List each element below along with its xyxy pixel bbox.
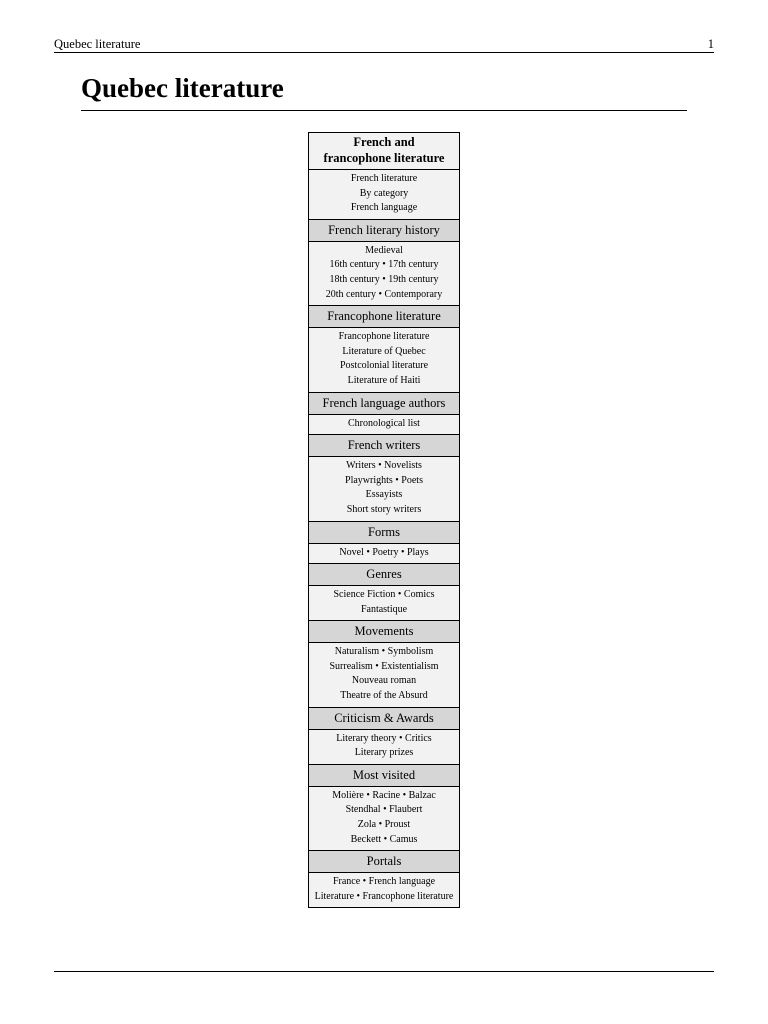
navbox-group-heading[interactable]: Genres bbox=[309, 563, 459, 586]
navbox-link[interactable]: Naturalism • Symbolism bbox=[334, 646, 434, 658]
navbox-link[interactable]: 20th century • Contemporary bbox=[325, 288, 443, 300]
navbox-link[interactable]: Essayists bbox=[365, 489, 403, 501]
navbox-link[interactable]: Fantastique bbox=[360, 603, 408, 615]
navbox-link[interactable]: Literary theory • Critics bbox=[336, 732, 432, 744]
navbox-link[interactable]: Medieval bbox=[365, 244, 403, 256]
navbox-link[interactable]: Stendhal • Flaubert bbox=[345, 804, 423, 816]
navbox-link[interactable]: Chronological list bbox=[348, 417, 420, 429]
navbox-group-list bbox=[309, 730, 459, 764]
navbox-group-heading[interactable]: French writers bbox=[309, 434, 459, 457]
navbox-group-heading[interactable]: Portals bbox=[309, 850, 459, 873]
navbox-link[interactable]: Francophone literature bbox=[338, 331, 430, 343]
navbox-group-list bbox=[309, 457, 459, 520]
navbox-group-heading[interactable]: French language authors bbox=[309, 392, 459, 415]
navbox-link[interactable]: French language bbox=[350, 202, 418, 214]
navbox-group-list bbox=[309, 544, 459, 564]
navbox-group-heading[interactable]: Francophone literature bbox=[309, 305, 459, 328]
navbox-title bbox=[309, 133, 459, 170]
navbox-link[interactable]: Novel • Poetry • Plays bbox=[339, 546, 429, 558]
navbox-link[interactable]: Nouveau roman bbox=[351, 675, 417, 687]
navbox-title-line: French and bbox=[353, 135, 415, 149]
navbox-group-list bbox=[309, 643, 459, 706]
navbox-link[interactable]: Playwrights • Poets bbox=[345, 474, 423, 486]
navbox-link[interactable]: Literature of Quebec bbox=[342, 345, 426, 357]
running-header bbox=[54, 34, 714, 53]
navbox-group-list bbox=[309, 787, 459, 850]
navbox-group-heading[interactable]: Most visited bbox=[309, 764, 459, 787]
navbox-group-heading[interactable]: French literary history bbox=[309, 219, 459, 242]
navbox-link[interactable]: Literature • Francophone literature bbox=[314, 890, 454, 902]
navbox-link[interactable]: 16th century • 17th century bbox=[329, 259, 439, 271]
navbox-link[interactable]: 18th century • 19th century bbox=[329, 273, 439, 285]
page-title: Quebec literature bbox=[81, 70, 687, 111]
navbox-link[interactable]: Beckett • Camus bbox=[350, 833, 418, 845]
navbox-group-list bbox=[309, 328, 459, 391]
page-number: 1 bbox=[707, 37, 714, 51]
navbox-link[interactable]: Science Fiction • Comics bbox=[333, 589, 435, 601]
navbox-group-heading[interactable]: Forms bbox=[309, 521, 459, 544]
navbox-link[interactable]: By category bbox=[359, 187, 409, 199]
navbox-link[interactable]: Postcolonial literature bbox=[339, 360, 429, 372]
navbox-link[interactable]: Zola • Proust bbox=[357, 819, 411, 831]
navbox-group-list bbox=[309, 586, 459, 620]
navbox-group-heading[interactable]: Criticism & Awards bbox=[309, 707, 459, 730]
navbox-link[interactable]: Short story writers bbox=[346, 503, 422, 515]
navbox-group-list bbox=[309, 415, 459, 435]
navbox-link[interactable]: Writers • Novelists bbox=[346, 460, 422, 472]
navbox-group-list bbox=[309, 242, 459, 305]
navbox-intro-list bbox=[309, 170, 459, 219]
running-header-title: Quebec literature bbox=[54, 37, 141, 51]
navbox-link[interactable]: Surrealism • Existentialism bbox=[329, 660, 439, 672]
navbox-title-line: francophone literature bbox=[323, 150, 445, 165]
navbox-link[interactable]: Molière • Racine • Balzac bbox=[332, 789, 436, 801]
footer-rule bbox=[54, 971, 714, 972]
navbox-group-heading[interactable]: Movements bbox=[309, 620, 459, 643]
navbox-link[interactable]: French literature bbox=[350, 173, 418, 184]
navbox bbox=[308, 132, 460, 908]
navbox-group-list bbox=[309, 873, 459, 907]
navbox-link[interactable]: Theatre of the Absurd bbox=[340, 690, 428, 702]
navbox-sections bbox=[309, 219, 459, 908]
navbox-link[interactable]: France • French language bbox=[332, 876, 436, 888]
navbox-link[interactable]: Literature of Haiti bbox=[347, 374, 421, 386]
navbox-link[interactable]: Literary prizes bbox=[354, 747, 414, 759]
